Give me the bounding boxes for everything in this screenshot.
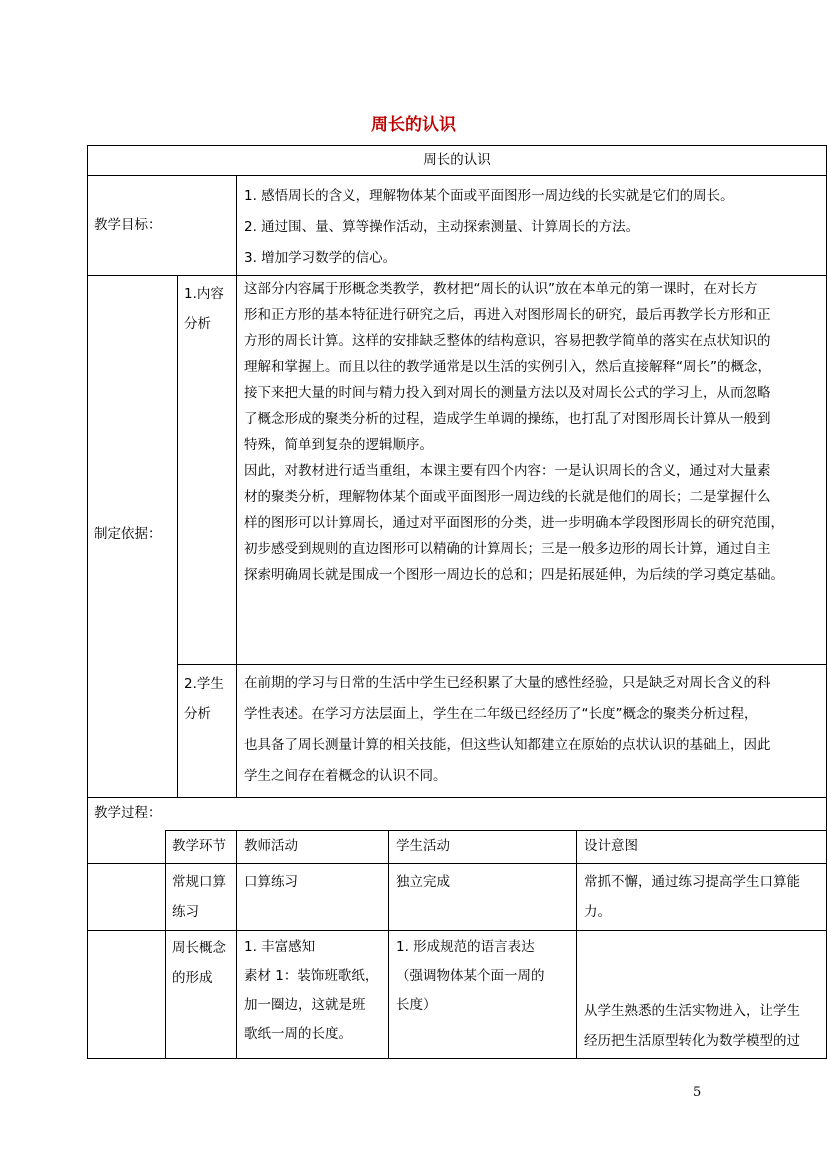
header-student: 学生活动 [396, 838, 450, 854]
objectives-label: 教学目标： [94, 217, 162, 233]
objectives-list [237, 181, 826, 274]
student-analysis-text: 在前期的学习与日常的生活中学生已经积累了大量的感性经验，只是缺乏对周长含义的科 学性表述。在学习方法层面上，学生在二年级已经经历了“长度”概念的聚类分析过程， 也具备了周长测量计算的相关技能，但这些认知都建立在原始的点状认识的基础上，因此 学生之间存在着概念的认识不同。 [244, 675, 771, 784]
row2-teacher: 1. 丰富感知 素材 1：装饰班歌纸， 加一圈边，这就是班 歌纸一周的长度。 [244, 939, 379, 1042]
row2-student: 1. 形成规范的语言表达 （强调物体某个面一周的 长度） [396, 939, 545, 1013]
basis-label: 制定依据： [94, 526, 162, 542]
content-analysis-label: 1.内容 分析 [184, 286, 224, 332]
content-analysis-text: 这部分内容属于形概念类教学，教材把“周长的认识”放在本单元的第一课时，在对长方 形和正方形的基本特征进行研究之后，再进入对图形周长的研究，最后再教学长方形和正 方形的周长计算。这样的安排缺乏整体的结构意识，容易把教学简单的落实在点状知识的 理解和掌握上。而且以往的教学通常是以生活的实例引入，然后直接解释“周长”的概念， 接下来把大量的时间与精力投入到对周长的测量方法以及对周长公式的学习上，从而忽略 了概念形成的聚类分析的过程，造成学生单调的操练，也打乱了对图形周长计算从一般到 特殊，简单到复杂的逻辑顺序。 因此，对教材进行适当重组，本课主要有四个内容：一是认识周长的含义，通过对大量素 材的聚类分析，理解物体某个面或平面图形一周边线的长就是他们的周长；二是掌握什么 样的图形可以计算周长，通过对平面图形的分类，进一步明确本学段图形周长的研究范围， 初步感受到规则的直边图形可以精确的计算周长；三是一般多边形的周长计算，通过自主 探索明确周长就是围成一个图形一周边长的总和；四是拓展延伸，为后续的学习奠定基础。 [244, 281, 784, 583]
document-title: 周长的认识 [371, 115, 456, 135]
header-stage: 教学环节 [172, 838, 226, 854]
row1-student: 独立完成 [396, 874, 450, 890]
row1-teacher: 口算练习 [244, 874, 298, 890]
table-title: 周长的认识 [423, 152, 491, 168]
objective-item: 1. 感悟周长的含义，理解物体某个面或平面图形一周边线的长实就是它们的周长。 [244, 188, 734, 204]
process-label: 教学过程： [94, 805, 162, 821]
page-number: 5 [693, 1085, 702, 1100]
objective-item: 2. 通过围、量、算等操作活动，主动探索测量、计算周长的方法。 [244, 219, 640, 235]
row2-intent: 从学生熟悉的生活实物进入，让学生 经历把生活原型转化为数学模型的过 [584, 1003, 800, 1049]
student-analysis-label: 2.学生 分析 [184, 676, 224, 722]
objective-item: 3. 增加学习数学的信心。 [244, 250, 397, 266]
row1-stage: 常规口算 练习 [172, 874, 226, 920]
row2-stage: 周长概念 的形成 [172, 940, 226, 986]
header-teacher: 教师活动 [244, 838, 298, 854]
header-intent: 设计意图 [584, 838, 638, 854]
row1-intent: 常抓不懈，通过练习提高学生口算能 力。 [584, 874, 800, 920]
